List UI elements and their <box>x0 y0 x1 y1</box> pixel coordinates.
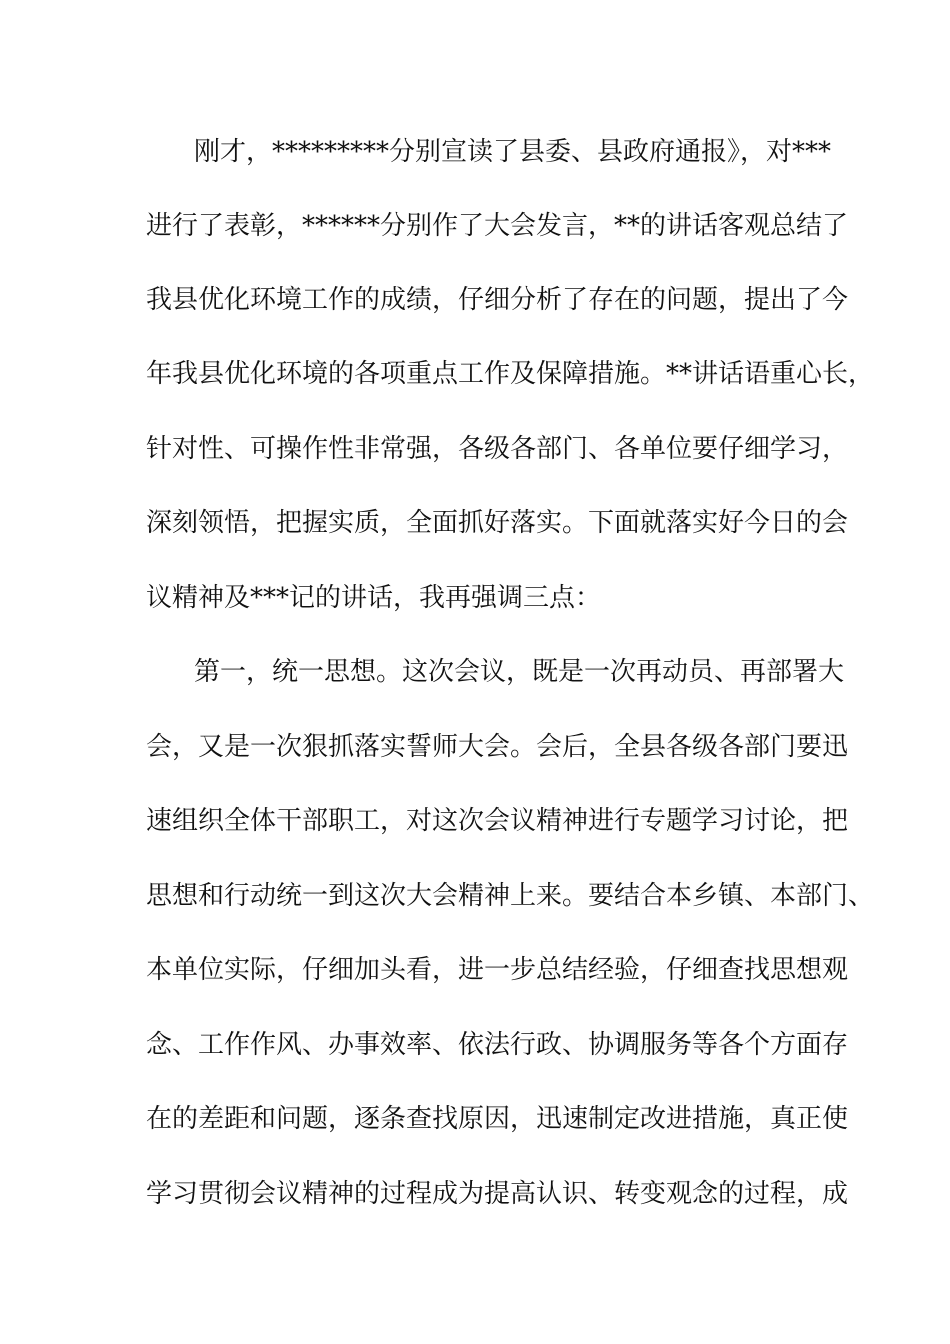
paragraph-1-line-7: 议精神及***记的讲话，我再强调三点： <box>146 583 602 613</box>
paragraph-2-line-7: 在的差距和问题，逐条查找原因，迅速制定改进措施，真正使 <box>146 1104 849 1134</box>
paragraph-2-line-2: 会，又是一次狠抓落实誓师大会。会后，全县各级各部门要迅 <box>146 732 849 762</box>
paragraph-2-line-8: 学习贯彻会议精神的过程成为提高认识、转变观念的过程，成 <box>146 1179 849 1209</box>
paragraph-1-line-3: 我县优化环境工作的成绩，仔细分析了存在的问题，提出了今 <box>146 285 849 315</box>
paragraph-1-line-5: 针对性、可操作性非常强，各级各部门、各单位要仔细学习， <box>146 434 849 464</box>
paragraph-2-line-5: 本单位实际，仔细加头看，进一步总结经验，仔细查找思想观 <box>146 955 849 985</box>
paragraph-2-line-3: 速组织全体干部职工，对这次会议精神进行专题学习讨论，把 <box>146 806 849 836</box>
paragraph-2-line-1: 第一，统一思想。这次会议，既是一次再动员、再部署大 <box>194 657 845 687</box>
paragraph-1-line-6: 深刻领悟，把握实质，全面抓好落实。下面就落实好今日的会 <box>146 508 849 538</box>
paragraph-1-line-1: 刚才，*********分别宣读了县委、县政府通报》，对*** <box>194 137 832 167</box>
paragraph-1-line-4: 年我县优化环境的各项重点工作及保障措施。**讲话语重心长， <box>146 359 875 389</box>
paragraph-1-line-2: 进行了表彰，******分别作了大会发言，**的讲话客观总结了 <box>146 211 849 241</box>
paragraph-2-line-4: 思想和行动统一到这次大会精神上来。要结合本乡镇、本部门、 <box>146 881 875 911</box>
paragraph-2-line-6: 念、工作作风、办事效率、依法行政、协调服务等各个方面存 <box>146 1030 849 1060</box>
